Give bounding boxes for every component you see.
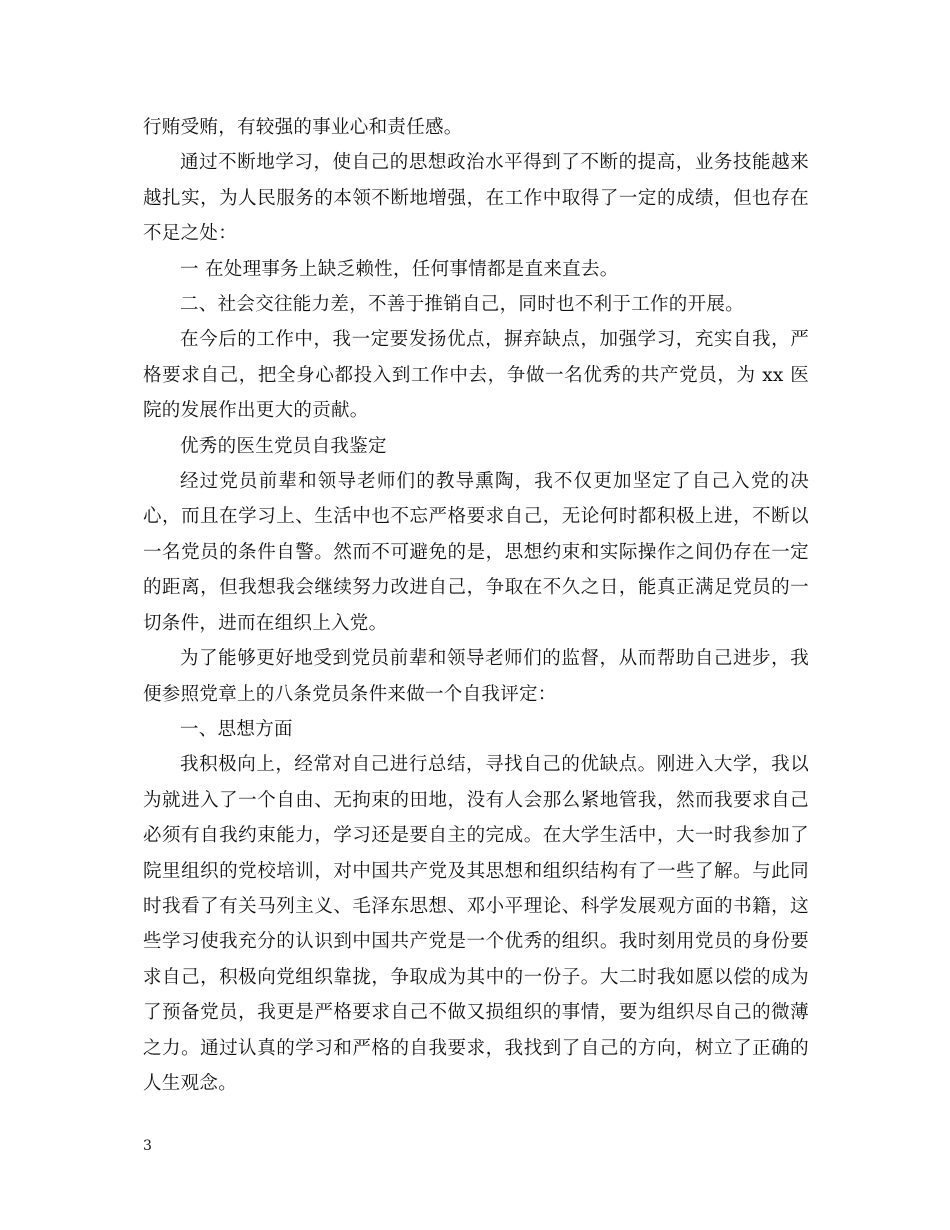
paragraph: 行贿受贿，有较强的事业心和责任感。 (143, 117, 463, 138)
paragraph: 为了能够更好地受到党员前辈和领导老师们的监督，从而帮助自己进步，我便参照党章上的八条党员条件来做一个自我评定： (143, 648, 809, 705)
paragraph: 二、社会交往能力差，不善于推销自己，同时也不利于工作的开展。 (180, 294, 745, 316)
paragraph: 一 在处理事务上缺乏赖性，任何事情都是直来直去。 (180, 258, 619, 280)
paragraph: 通过不断地学习，使自己的思想政治水平得到了不断的提高，业务技能越来越扎实，为人民服务的本领不断地增强，在工作中取得了一定的成绩，但也存在不足之处： (143, 152, 809, 245)
section-heading: 优秀的医生党员自我鉴定 (180, 435, 387, 457)
paragraph: 我积极向上，经常对自己进行总结，寻找自己的优缺点。刚进入大学，我以为就进入了一个自由、无拘束的田地，没有人会那么紧地管我，然而我要求自己必须有自我约束能力，学习还是要自主的完成。在大学生活中，大一时我参加了院里组织的党校培训，对中国共产党及其思想和组织结构有了一些了解。与此同时我看了有关马列主义、毛泽东思想、邓小平理论、科学发展观方面的书籍，这些学习使我充分的认识到中国共产党是一个优秀的组织。我时刻用党员的身份要求自己，积极向党组织靠拢，争取成为其中的一份子。大二时我如愿以偿的成为了预备党员，我更是严格要求自己不做又损组织的事情，要为组织尽自己的微薄之力。通过认真的学习和严格的自我要求，我找到了自己的方向，树立了正确的人生观念。 (143, 754, 809, 1094)
paragraph: 经过党员前辈和领导老师们的教导熏陶，我不仅更加坚定了自己入党的决心，而且在学习上、生活中也不忘严格要求自己，无论何时都积极上进，不断以一名党员的条件自警。然而不可避免的是，思想约束和实际操作之间仍存在一定的距离，但我想我会继续努力改进自己，争取在不久之日，能真正满足党员的一切条件，进而在组织上入党。 (143, 471, 809, 634)
document-body (143, 110, 809, 1101)
paragraph: 在今后的工作中，我一定要发扬优点，摒弃缺点，加强学习，充实自我，严格要求自己，把全身心都投入到工作中去，争做一名优秀的共产党员，为 xx 医院的发展作出更大的贡献。 (143, 329, 809, 422)
page-number: 3 (143, 1138, 152, 1154)
subsection-heading: 一、思想方面 (180, 718, 293, 740)
